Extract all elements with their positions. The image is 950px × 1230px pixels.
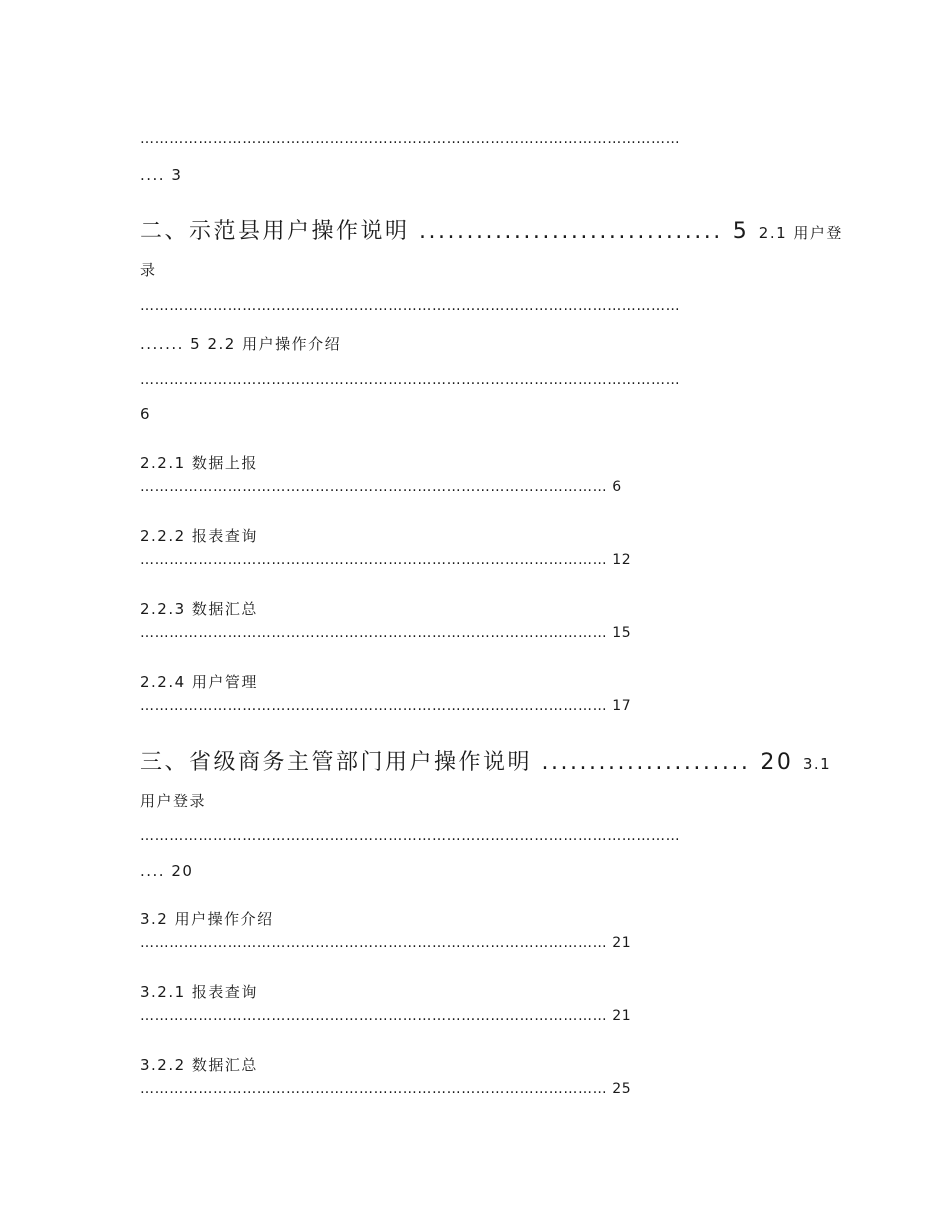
toc-page-number: 6	[140, 405, 152, 423]
toc-entry-2-2-1: 2.2.1 数据上报	[140, 454, 258, 472]
toc-section-3-heading	[140, 745, 831, 776]
toc-entry-3-2-1: 3.2.1 报表查询	[140, 983, 258, 1001]
toc-leader-dots-2-2-1: …………………………………………………………………………………… 6	[140, 479, 622, 495]
toc-leader-dots: …………………………………………………………………………………………………	[140, 372, 681, 388]
toc-section-2-page: 5	[732, 219, 750, 244]
toc-entry-2-2-3: 2.2.3 数据汇总	[140, 600, 258, 618]
toc-leader-dots-3-2: …………………………………………………………………………………… 21	[140, 935, 632, 951]
toc-leader-dots-2-2-2: …………………………………………………………………………………… 12	[140, 552, 632, 568]
toc-leader-dots: …………………………………………………………………………………………………	[140, 131, 681, 147]
toc-entry-3-2: 3.2 用户操作介绍	[140, 910, 274, 928]
toc-leader-dots: …………………………………………………………………………………………………	[140, 298, 681, 314]
toc-leader-dots-2-2-3: …………………………………………………………………………………… 15	[140, 625, 632, 641]
toc-entry-continuation: 用户登录	[140, 792, 207, 810]
toc-entry-3-2-2: 3.2.2 数据汇总	[140, 1056, 258, 1074]
toc-section-2-1-start: 2.1 用户登	[758, 224, 843, 242]
toc-entry-2-2: ....... 5 2.2 用户操作介绍	[140, 335, 342, 353]
toc-section-3-title: 三、省级商务主管部门用户操作说明 ......................	[140, 750, 751, 775]
toc-leader-dots-3-2-2: …………………………………………………………………………………… 25	[140, 1081, 632, 1097]
toc-leader-dots-3-2-1: …………………………………………………………………………………… 21	[140, 1008, 632, 1024]
toc-leader-dots-2-2-4: …………………………………………………………………………………… 17	[140, 698, 632, 714]
toc-section-2-heading	[140, 214, 843, 245]
toc-entry-2-2-2: 2.2.2 报表查询	[140, 527, 258, 545]
toc-entry-continuation: 录	[140, 261, 157, 279]
toc-section-3-1-start: 3.1	[802, 755, 832, 773]
toc-page-number: .... 3	[140, 166, 183, 184]
toc-section-2-title: 二、示范县用户操作说明 ................................	[140, 219, 723, 244]
toc-page-number: .... 20	[140, 862, 194, 880]
toc-leader-dots: …………………………………………………………………………………………………	[140, 828, 681, 844]
toc-section-3-page: 20	[760, 750, 794, 775]
toc-entry-2-2-4: 2.2.4 用户管理	[140, 673, 258, 691]
